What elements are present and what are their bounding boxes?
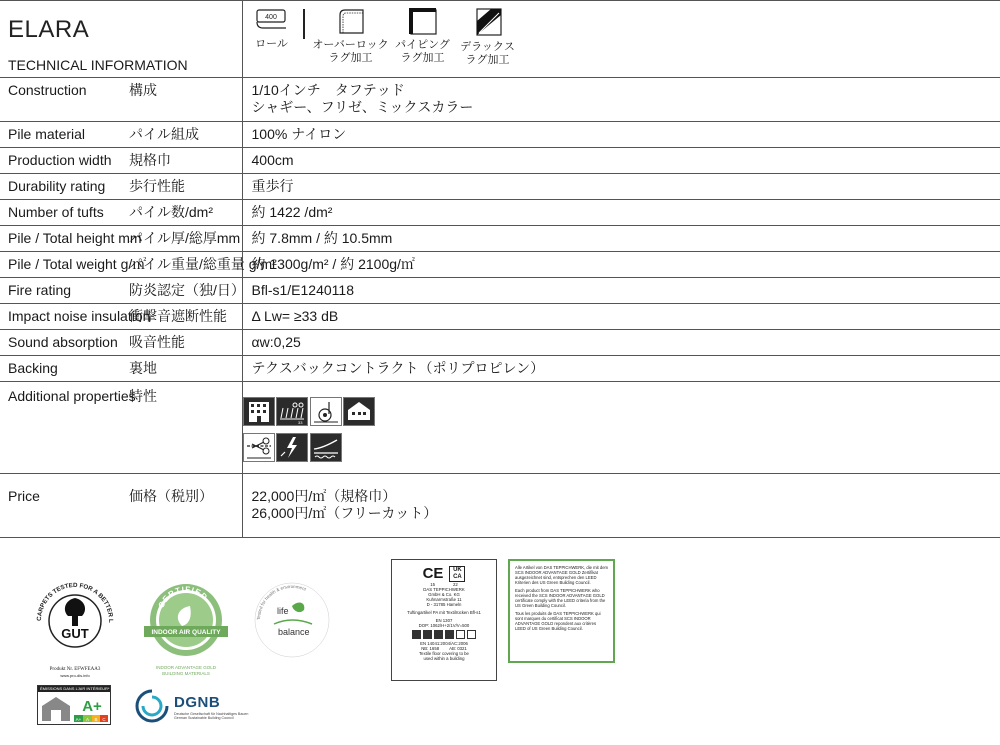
svg-text:life: life	[277, 606, 289, 616]
scissors-cutting-icon	[243, 433, 275, 462]
deluxe-option	[458, 7, 518, 67]
svg-text:33: 33	[297, 420, 302, 425]
roll-option	[250, 7, 294, 51]
gut-url: www.pro-dis.info	[60, 673, 90, 678]
spec-row	[0, 356, 1000, 382]
ce-company-form: GmbH & Co. KG	[428, 592, 460, 597]
spec-label-jp: パイル厚/総厚mm	[121, 226, 242, 252]
overlock-icon	[336, 7, 366, 35]
svg-text:A+: A+	[82, 698, 102, 715]
spec-label-en: Sound absorption	[0, 330, 121, 356]
leed-text-de: Alle Artikel von DAS TEPPICHWERK, die mit dem SCS INDOOR ADVANTAGE GOLD Zertifikat ausgezeichnet sind, entsprechen den LEED Kriterien des US Green Building Council.	[515, 565, 609, 585]
roll-width-badge: 400	[264, 14, 277, 21]
underfloor-heating-icon	[310, 433, 342, 462]
spec-label-jp: 防炎認定（独/日）	[121, 278, 242, 304]
spec-label-en: Fire rating	[0, 278, 121, 304]
spec-label-en: Pile / Total height mm	[0, 226, 121, 252]
roll-label: ロール	[255, 38, 288, 50]
piping-label: パイピング ラグ加工	[395, 39, 450, 64]
gut-seal	[32, 580, 118, 678]
spec-label-en: Production width	[0, 148, 121, 174]
wheelchair-icon	[276, 397, 308, 426]
emission-heading: ÉMISSIONS DANS L'AIR INTÉRIEUR*	[40, 686, 110, 691]
svg-text:A+: A+	[75, 717, 82, 722]
spec-value: 約 7.8mm / 約 10.5mm	[242, 226, 1000, 252]
price-value	[242, 474, 1000, 538]
spec-value-line: 1/10インチ タフテッド	[251, 82, 405, 98]
spec-row	[0, 78, 1000, 122]
spec-label-jp: 歩行性能	[121, 174, 242, 200]
svg-text:balance: balance	[278, 627, 310, 637]
spec-value-line: シャギー、フリゼ、ミックスカラー	[251, 99, 474, 115]
spec-value: 約 1422 /dm²	[242, 200, 1000, 226]
spec-label-jp: 構成	[121, 78, 242, 122]
spec-row	[0, 200, 1000, 226]
spec-value: 100% ナイロン	[242, 122, 1000, 148]
ce-dop: DOP: 1062/H+2/1V/V=500	[418, 623, 470, 628]
ce-footnote: Textile floor covering to be	[419, 651, 469, 656]
additional-properties-row	[0, 382, 1000, 474]
overlock-label: オーバーロック ラグ加工	[312, 39, 389, 64]
svg-text:B: B	[94, 717, 98, 722]
spec-row	[0, 148, 1000, 174]
svg-text:CERTIFIED: CERTIFIED	[156, 584, 210, 610]
price-standard: 22,000円/㎡（規格巾）	[251, 488, 397, 504]
spec-value	[242, 78, 1000, 122]
spec-value: テクスバックコントラクト（ポリプロピレン）	[242, 356, 1000, 382]
indoor-air-quality-seal	[142, 582, 230, 677]
ce-pictograms	[395, 630, 493, 639]
title-cell	[0, 1, 242, 78]
property-icons	[243, 382, 1000, 470]
ukca-mark: UK CA	[449, 566, 465, 582]
ce-label	[391, 559, 497, 681]
ce-product: Tuftingartikel PA mit Textilrücken Bfl-s1	[407, 610, 481, 615]
spec-label-en: Impact noise insulation	[0, 304, 121, 330]
dgnb-name: DGNB	[174, 694, 221, 711]
vacuum-icon	[310, 397, 342, 426]
deluxe-label: デラックス ラグ加工	[460, 41, 515, 66]
spec-row	[0, 330, 1000, 356]
spec-row	[0, 252, 1000, 278]
spec-label-jp: 吸音性能	[121, 330, 242, 356]
spec-value: 重歩行	[242, 174, 1000, 200]
ce-company: DAS TEPPICHWERK	[423, 587, 465, 592]
spec-row	[0, 174, 1000, 200]
finishing-icons	[252, 1, 1000, 77]
spec-value: αw:0,25	[242, 330, 1000, 356]
spec-label-jp: パイル組成	[121, 122, 242, 148]
dgnb-sub1: Deutsche Gesellschaft für Nachhaltiges Bauen	[174, 712, 249, 716]
emission-house-icon	[38, 692, 110, 725]
ce-footnote: used within a building	[423, 656, 465, 661]
emission-label	[37, 685, 111, 725]
house-heating-icon	[343, 397, 375, 426]
ce-mark: CE	[422, 565, 444, 582]
leed-statement	[508, 559, 615, 663]
product-name: ELARA	[8, 16, 90, 43]
spec-label-en: Pile material	[0, 122, 121, 148]
price-row	[0, 474, 1000, 538]
spec-row	[0, 122, 1000, 148]
spec-label-jp: パイル数/dm²	[121, 200, 242, 226]
spec-label-en: Construction	[0, 78, 121, 122]
svg-text:C: C	[102, 717, 106, 722]
dgnb-sub2: German Sustainable Building Council	[174, 716, 234, 720]
ce-en-standard: EN 14041:2004/AC:2006	[420, 641, 468, 646]
spec-value: Δ Lw= ≥33 dB	[242, 304, 1000, 330]
dgnb-ring-icon	[134, 688, 170, 724]
ce-city: D - 31785 Hameln	[426, 602, 462, 607]
finishing-icons-cell	[242, 1, 1000, 78]
deluxe-icon	[473, 7, 503, 37]
life-balance-seal	[252, 580, 332, 660]
roll-icon	[255, 7, 289, 31]
spec-value: 約 1300g/m² / 約 2100g/㎡	[242, 252, 1000, 278]
leed-text-fr: Tous les produits de DAS TEPPICHWERK qui sont marques du certificat SCS INDOOR ADVANTAGE GOLD repondent aux critères LEED of US Green Building Council.	[515, 611, 601, 631]
header-row	[0, 1, 1000, 78]
svg-text:GUT: GUT	[61, 626, 89, 641]
spec-label-jp: 価格（税別）	[121, 474, 242, 538]
section-title: TECHNICAL INFORMATION	[8, 57, 188, 73]
ce-street: Kuhnarmstraße 11	[426, 597, 462, 602]
svg-text:Tested for health & environmen: Tested for health & environment	[255, 583, 307, 621]
spec-label-en: Durability rating	[0, 174, 121, 200]
svg-text:A: A	[85, 717, 90, 722]
leaf-seal-icon	[142, 582, 230, 660]
icon-divider	[303, 9, 305, 39]
iaq-gold-label: INDOOR ADVANTAGE GOLD	[155, 665, 217, 670]
gut-logo-icon	[32, 580, 118, 662]
ce-ab: AB: 0321	[449, 646, 467, 651]
spec-row	[0, 304, 1000, 330]
spec-label-jp: 衝撃音遮断性能	[121, 304, 242, 330]
dgnb-logo	[134, 688, 264, 726]
spec-row	[0, 278, 1000, 304]
spec-label-jp: 特性	[121, 382, 242, 474]
spec-row	[0, 226, 1000, 252]
spec-label-en: Backing	[0, 356, 121, 382]
ce-standard: EN 1307	[435, 618, 453, 623]
spec-label-en: Number of tufts	[0, 200, 121, 226]
svg-text:INDOOR AIR QUALITY: INDOOR AIR QUALITY	[151, 629, 221, 636]
antistatic-icon	[276, 433, 308, 462]
iaq-building-label: BUILDING MATERIALS	[162, 671, 210, 676]
spec-label-en: Price	[0, 474, 121, 538]
property-icons-cell	[242, 382, 1000, 474]
spec-label-en: Additional properties	[0, 382, 121, 474]
piping-icon	[408, 7, 438, 35]
spec-label-jp: パイル重量/総重量 g/m²	[121, 252, 242, 278]
overlock-option	[310, 7, 392, 65]
spec-value: Bfl-s1/E1240118	[242, 278, 1000, 304]
office-building-icon	[243, 397, 275, 426]
spec-value: 400cm	[242, 148, 1000, 174]
spec-label-en: Pile / Total weight g/㎡	[0, 252, 121, 278]
price-free-cut: 26,000円/㎡（フリーカット）	[251, 505, 438, 521]
svg-text:CARPETS TESTED FOR A BETTER LI: CARPETS TESTED FOR A BETTER L	[35, 581, 115, 623]
piping-option	[394, 7, 452, 65]
ukca-year: 22	[453, 582, 458, 587]
spec-label-jp: 裏地	[121, 356, 242, 382]
ce-year: 15	[430, 582, 435, 587]
ce-nb: NB: 1658	[421, 646, 440, 651]
gut-product-number: Produkt Nr. EFWFEAA3	[49, 667, 101, 672]
leed-text-en: Each product from DAS TEPPICHWERK who received the SCS INDOOR ADVANTAGE GOLD certificate comply with the LEED criteria from the US Green Building Council.	[515, 588, 606, 608]
life-balance-logo-icon	[252, 580, 332, 660]
spec-label-jp: 規格巾	[121, 148, 242, 174]
